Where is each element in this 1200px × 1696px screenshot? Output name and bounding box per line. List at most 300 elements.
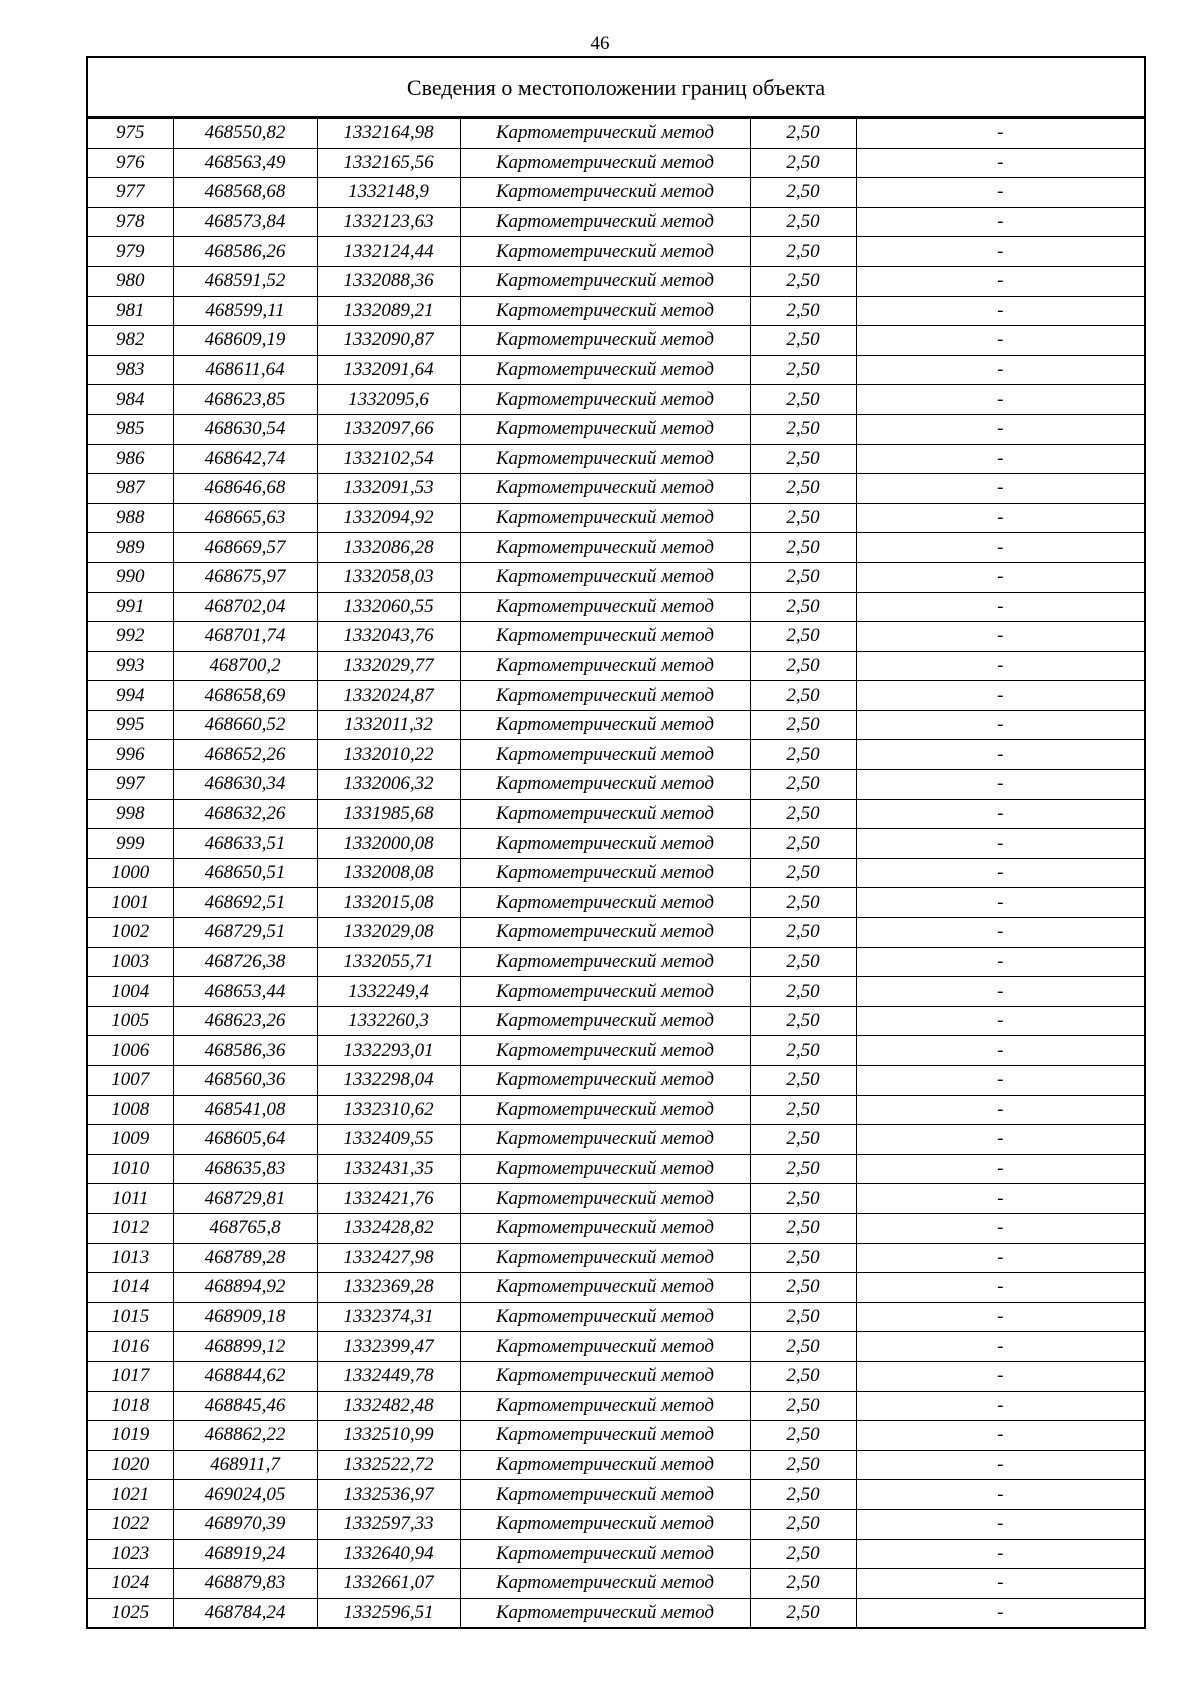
description-cell: -	[856, 1361, 1144, 1391]
x-coordinate-cell: 468611,64	[173, 355, 317, 385]
method-cell: Картометрический метод	[460, 414, 750, 444]
table-row	[88, 1450, 1144, 1480]
accuracy-cell: 2,50	[750, 592, 856, 622]
point-number-cell: 1002	[88, 918, 173, 948]
table-row	[88, 740, 1144, 770]
description-cell: -	[856, 888, 1144, 918]
point-number-cell: 987	[88, 474, 173, 504]
accuracy-cell: 2,50	[750, 1006, 856, 1036]
x-coordinate-cell: 468573,84	[173, 207, 317, 237]
accuracy-cell: 2,50	[750, 1302, 856, 1332]
point-number-cell: 1022	[88, 1509, 173, 1539]
description-cell: -	[856, 207, 1144, 237]
table-row	[88, 355, 1144, 385]
point-number-cell: 1008	[88, 1095, 173, 1125]
table-row	[88, 651, 1144, 681]
description-cell: -	[856, 592, 1144, 622]
accuracy-cell: 2,50	[750, 1273, 856, 1303]
x-coordinate-cell: 468633,51	[173, 829, 317, 859]
description-cell: -	[856, 918, 1144, 948]
table-row	[88, 918, 1144, 948]
description-cell: -	[856, 858, 1144, 888]
x-coordinate-cell: 468658,69	[173, 681, 317, 711]
description-cell: -	[856, 414, 1144, 444]
y-coordinate-cell: 1332164,98	[317, 119, 460, 149]
x-coordinate-cell: 468862,22	[173, 1421, 317, 1451]
method-cell: Картометрический метод	[460, 1332, 750, 1362]
accuracy-cell: 2,50	[750, 562, 856, 592]
accuracy-cell: 2,50	[750, 414, 856, 444]
point-number-cell: 1012	[88, 1213, 173, 1243]
x-coordinate-cell: 469024,05	[173, 1480, 317, 1510]
table-row	[88, 1480, 1144, 1510]
boundary-coordinates-table	[88, 118, 1144, 1627]
table-row	[88, 1243, 1144, 1273]
accuracy-cell: 2,50	[750, 266, 856, 296]
y-coordinate-cell: 1332015,08	[317, 888, 460, 918]
method-cell: Картометрический метод	[460, 947, 750, 977]
description-cell: -	[856, 1095, 1144, 1125]
x-coordinate-cell: 468605,64	[173, 1125, 317, 1155]
point-number-cell: 975	[88, 119, 173, 149]
method-cell: Картометрический метод	[460, 533, 750, 563]
y-coordinate-cell: 1332427,98	[317, 1243, 460, 1273]
method-cell: Картометрический метод	[460, 296, 750, 326]
table-row	[88, 1066, 1144, 1096]
point-number-cell: 996	[88, 740, 173, 770]
accuracy-cell: 2,50	[750, 829, 856, 859]
description-cell: -	[856, 622, 1144, 652]
x-coordinate-cell: 468591,52	[173, 266, 317, 296]
x-coordinate-cell: 468894,92	[173, 1273, 317, 1303]
x-coordinate-cell: 468669,57	[173, 533, 317, 563]
table-row	[88, 326, 1144, 356]
description-cell: -	[856, 651, 1144, 681]
method-cell: Картометрический метод	[460, 1273, 750, 1303]
table-row	[88, 474, 1144, 504]
accuracy-cell: 2,50	[750, 1480, 856, 1510]
accuracy-cell: 2,50	[750, 1421, 856, 1451]
x-coordinate-cell: 468623,85	[173, 385, 317, 415]
point-number-cell: 984	[88, 385, 173, 415]
point-number-cell: 976	[88, 148, 173, 178]
accuracy-cell: 2,50	[750, 710, 856, 740]
point-number-cell: 980	[88, 266, 173, 296]
description-cell: -	[856, 710, 1144, 740]
table-row	[88, 770, 1144, 800]
table-row	[88, 977, 1144, 1007]
accuracy-cell: 2,50	[750, 1361, 856, 1391]
accuracy-cell: 2,50	[750, 681, 856, 711]
description-cell: -	[856, 296, 1144, 326]
point-number-cell: 1005	[88, 1006, 173, 1036]
x-coordinate-cell: 468970,39	[173, 1509, 317, 1539]
accuracy-cell: 2,50	[750, 503, 856, 533]
y-coordinate-cell: 1332249,4	[317, 977, 460, 1007]
page-number: 46	[590, 33, 610, 54]
x-coordinate-cell: 468623,26	[173, 1006, 317, 1036]
accuracy-cell: 2,50	[750, 1036, 856, 1066]
method-cell: Картометрический метод	[460, 1569, 750, 1599]
description-cell: -	[856, 1154, 1144, 1184]
point-number-cell: 985	[88, 414, 173, 444]
y-coordinate-cell: 1332449,78	[317, 1361, 460, 1391]
method-cell: Картометрический метод	[460, 1066, 750, 1096]
point-number-cell: 998	[88, 799, 173, 829]
description-cell: -	[856, 1243, 1144, 1273]
accuracy-cell: 2,50	[750, 1125, 856, 1155]
method-cell: Картометрический метод	[460, 918, 750, 948]
description-cell: -	[856, 1273, 1144, 1303]
x-coordinate-cell: 468911,7	[173, 1450, 317, 1480]
method-cell: Картометрический метод	[460, 1598, 750, 1627]
x-coordinate-cell: 468563,49	[173, 148, 317, 178]
method-cell: Картометрический метод	[460, 770, 750, 800]
y-coordinate-cell: 1332536,97	[317, 1480, 460, 1510]
accuracy-cell: 2,50	[750, 651, 856, 681]
accuracy-cell: 2,50	[750, 622, 856, 652]
description-cell: -	[856, 1421, 1144, 1451]
x-coordinate-cell: 468789,28	[173, 1243, 317, 1273]
accuracy-cell: 2,50	[750, 1243, 856, 1273]
boundary-table-sheet	[86, 56, 1146, 1629]
y-coordinate-cell: 1332123,63	[317, 207, 460, 237]
y-coordinate-cell: 1332060,55	[317, 592, 460, 622]
method-cell: Картометрический метод	[460, 1539, 750, 1569]
description-cell: -	[856, 1509, 1144, 1539]
method-cell: Картометрический метод	[460, 1450, 750, 1480]
description-cell: -	[856, 1391, 1144, 1421]
description-cell: -	[856, 1006, 1144, 1036]
table-row	[88, 1213, 1144, 1243]
method-cell: Картометрический метод	[460, 148, 750, 178]
method-cell: Картометрический метод	[460, 1213, 750, 1243]
x-coordinate-cell: 468635,83	[173, 1154, 317, 1184]
table-row	[88, 1361, 1144, 1391]
description-cell: -	[856, 326, 1144, 356]
table-row	[88, 799, 1144, 829]
x-coordinate-cell: 468665,63	[173, 503, 317, 533]
table-row	[88, 1539, 1144, 1569]
table-row	[88, 503, 1144, 533]
x-coordinate-cell: 468784,24	[173, 1598, 317, 1627]
table-row	[88, 947, 1144, 977]
y-coordinate-cell: 1332165,56	[317, 148, 460, 178]
point-number-cell: 1013	[88, 1243, 173, 1273]
table-row	[88, 858, 1144, 888]
accuracy-cell: 2,50	[750, 207, 856, 237]
x-coordinate-cell: 468642,74	[173, 444, 317, 474]
method-cell: Картометрический метод	[460, 1036, 750, 1066]
accuracy-cell: 2,50	[750, 947, 856, 977]
table-row	[88, 681, 1144, 711]
y-coordinate-cell: 1332055,71	[317, 947, 460, 977]
point-number-cell: 979	[88, 237, 173, 267]
description-cell: -	[856, 266, 1144, 296]
point-number-cell: 990	[88, 562, 173, 592]
table-row	[88, 1036, 1144, 1066]
point-number-cell: 997	[88, 770, 173, 800]
point-number-cell: 1009	[88, 1125, 173, 1155]
description-cell: -	[856, 1036, 1144, 1066]
method-cell: Картометрический метод	[460, 385, 750, 415]
description-cell: -	[856, 1569, 1144, 1599]
method-cell: Картометрический метод	[460, 799, 750, 829]
accuracy-cell: 2,50	[750, 1509, 856, 1539]
x-coordinate-cell: 468919,24	[173, 1539, 317, 1569]
description-cell: -	[856, 1480, 1144, 1510]
y-coordinate-cell: 1332000,08	[317, 829, 460, 859]
accuracy-cell: 2,50	[750, 799, 856, 829]
x-coordinate-cell: 468844,62	[173, 1361, 317, 1391]
point-number-cell: 983	[88, 355, 173, 385]
method-cell: Картометрический метод	[460, 858, 750, 888]
table-row	[88, 1569, 1144, 1599]
point-number-cell: 988	[88, 503, 173, 533]
point-number-cell: 1003	[88, 947, 173, 977]
description-cell: -	[856, 1302, 1144, 1332]
method-cell: Картометрический метод	[460, 1125, 750, 1155]
x-coordinate-cell: 468675,97	[173, 562, 317, 592]
table-row	[88, 444, 1144, 474]
table-row	[88, 592, 1144, 622]
description-cell: -	[856, 1598, 1144, 1627]
point-number-cell: 977	[88, 178, 173, 208]
table-row	[88, 237, 1144, 267]
y-coordinate-cell: 1332024,87	[317, 681, 460, 711]
table-row	[88, 1332, 1144, 1362]
description-cell: -	[856, 1539, 1144, 1569]
method-cell: Картометрический метод	[460, 1480, 750, 1510]
table-row	[88, 1421, 1144, 1451]
method-cell: Картометрический метод	[460, 237, 750, 267]
description-cell: -	[856, 178, 1144, 208]
point-number-cell: 981	[88, 296, 173, 326]
accuracy-cell: 2,50	[750, 1332, 856, 1362]
y-coordinate-cell: 1332091,64	[317, 355, 460, 385]
point-number-cell: 994	[88, 681, 173, 711]
method-cell: Картометрический метод	[460, 829, 750, 859]
table-row	[88, 385, 1144, 415]
method-cell: Картометрический метод	[460, 888, 750, 918]
x-coordinate-cell: 468660,52	[173, 710, 317, 740]
y-coordinate-cell: 1332293,01	[317, 1036, 460, 1066]
y-coordinate-cell: 1332086,28	[317, 533, 460, 563]
table-row	[88, 533, 1144, 563]
y-coordinate-cell: 1332010,22	[317, 740, 460, 770]
method-cell: Картометрический метод	[460, 1243, 750, 1273]
table-row	[88, 1509, 1144, 1539]
table-row	[88, 622, 1144, 652]
point-number-cell: 1024	[88, 1569, 173, 1599]
accuracy-cell: 2,50	[750, 1569, 856, 1599]
x-coordinate-cell: 468652,26	[173, 740, 317, 770]
description-cell: -	[856, 119, 1144, 149]
method-cell: Картометрический метод	[460, 178, 750, 208]
point-number-cell: 1000	[88, 858, 173, 888]
method-cell: Картометрический метод	[460, 1361, 750, 1391]
table-row	[88, 1125, 1144, 1155]
x-coordinate-cell: 468632,26	[173, 799, 317, 829]
y-coordinate-cell: 1332006,32	[317, 770, 460, 800]
point-number-cell: 999	[88, 829, 173, 859]
description-cell: -	[856, 947, 1144, 977]
description-cell: -	[856, 740, 1144, 770]
table-row	[88, 888, 1144, 918]
y-coordinate-cell: 1332428,82	[317, 1213, 460, 1243]
point-number-cell: 1018	[88, 1391, 173, 1421]
method-cell: Картометрический метод	[460, 474, 750, 504]
method-cell: Картометрический метод	[460, 1095, 750, 1125]
description-cell: -	[856, 681, 1144, 711]
point-number-cell: 1021	[88, 1480, 173, 1510]
x-coordinate-cell: 468550,82	[173, 119, 317, 149]
table-row	[88, 562, 1144, 592]
method-cell: Картометрический метод	[460, 977, 750, 1007]
point-number-cell: 992	[88, 622, 173, 652]
table-row	[88, 1302, 1144, 1332]
accuracy-cell: 2,50	[750, 1539, 856, 1569]
point-number-cell: 1014	[88, 1273, 173, 1303]
accuracy-cell: 2,50	[750, 770, 856, 800]
accuracy-cell: 2,50	[750, 326, 856, 356]
y-coordinate-cell: 1332510,99	[317, 1421, 460, 1451]
y-coordinate-cell: 1332089,21	[317, 296, 460, 326]
accuracy-cell: 2,50	[750, 1598, 856, 1627]
method-cell: Картометрический метод	[460, 119, 750, 149]
y-coordinate-cell: 1332091,53	[317, 474, 460, 504]
table-row	[88, 1184, 1144, 1214]
x-coordinate-cell: 468726,38	[173, 947, 317, 977]
point-number-cell: 1025	[88, 1598, 173, 1627]
x-coordinate-cell: 468729,81	[173, 1184, 317, 1214]
x-coordinate-cell: 468702,04	[173, 592, 317, 622]
method-cell: Картометрический метод	[460, 444, 750, 474]
x-coordinate-cell: 468650,51	[173, 858, 317, 888]
x-coordinate-cell: 468701,74	[173, 622, 317, 652]
method-cell: Картометрический метод	[460, 710, 750, 740]
accuracy-cell: 2,50	[750, 385, 856, 415]
description-cell: -	[856, 770, 1144, 800]
description-cell: -	[856, 474, 1144, 504]
method-cell: Картометрический метод	[460, 1509, 750, 1539]
accuracy-cell: 2,50	[750, 178, 856, 208]
x-coordinate-cell: 468765,8	[173, 1213, 317, 1243]
accuracy-cell: 2,50	[750, 740, 856, 770]
table-row	[88, 1598, 1144, 1627]
y-coordinate-cell: 1332011,32	[317, 710, 460, 740]
point-number-cell: 1017	[88, 1361, 173, 1391]
x-coordinate-cell: 468692,51	[173, 888, 317, 918]
point-number-cell: 1006	[88, 1036, 173, 1066]
table-row	[88, 296, 1144, 326]
y-coordinate-cell: 1332640,94	[317, 1539, 460, 1569]
y-coordinate-cell: 1332369,28	[317, 1273, 460, 1303]
x-coordinate-cell: 468599,11	[173, 296, 317, 326]
table-row	[88, 1273, 1144, 1303]
method-cell: Картометрический метод	[460, 1391, 750, 1421]
accuracy-cell: 2,50	[750, 977, 856, 1007]
table-row	[88, 1095, 1144, 1125]
y-coordinate-cell: 1332148,9	[317, 178, 460, 208]
point-number-cell: 989	[88, 533, 173, 563]
description-cell: -	[856, 799, 1144, 829]
x-coordinate-cell: 468586,26	[173, 237, 317, 267]
x-coordinate-cell: 468609,19	[173, 326, 317, 356]
description-cell: -	[856, 444, 1144, 474]
y-coordinate-cell: 1332482,48	[317, 1391, 460, 1421]
y-coordinate-cell: 1332008,08	[317, 858, 460, 888]
x-coordinate-cell: 468845,46	[173, 1391, 317, 1421]
point-number-cell: 1023	[88, 1539, 173, 1569]
point-number-cell: 982	[88, 326, 173, 356]
y-coordinate-cell: 1332310,62	[317, 1095, 460, 1125]
y-coordinate-cell: 1332374,31	[317, 1302, 460, 1332]
description-cell: -	[856, 1066, 1144, 1096]
description-cell: -	[856, 503, 1144, 533]
table-row	[88, 1006, 1144, 1036]
point-number-cell: 991	[88, 592, 173, 622]
description-cell: -	[856, 385, 1144, 415]
accuracy-cell: 2,50	[750, 1066, 856, 1096]
x-coordinate-cell: 468630,34	[173, 770, 317, 800]
method-cell: Картометрический метод	[460, 326, 750, 356]
x-coordinate-cell: 468909,18	[173, 1302, 317, 1332]
accuracy-cell: 2,50	[750, 1450, 856, 1480]
y-coordinate-cell: 1332095,6	[317, 385, 460, 415]
method-cell: Картометрический метод	[460, 1006, 750, 1036]
point-number-cell: 1001	[88, 888, 173, 918]
y-coordinate-cell: 1332597,33	[317, 1509, 460, 1539]
description-cell: -	[856, 533, 1144, 563]
y-coordinate-cell: 1332431,35	[317, 1154, 460, 1184]
y-coordinate-cell: 1332298,04	[317, 1066, 460, 1096]
x-coordinate-cell: 468700,2	[173, 651, 317, 681]
x-coordinate-cell: 468560,36	[173, 1066, 317, 1096]
x-coordinate-cell: 468646,68	[173, 474, 317, 504]
table-row	[88, 414, 1144, 444]
point-number-cell: 1011	[88, 1184, 173, 1214]
point-number-cell: 995	[88, 710, 173, 740]
y-coordinate-cell: 1332522,72	[317, 1450, 460, 1480]
y-coordinate-cell: 1332029,08	[317, 918, 460, 948]
accuracy-cell: 2,50	[750, 444, 856, 474]
y-coordinate-cell: 1332409,55	[317, 1125, 460, 1155]
y-coordinate-cell: 1332260,3	[317, 1006, 460, 1036]
point-number-cell: 993	[88, 651, 173, 681]
point-number-cell: 1010	[88, 1154, 173, 1184]
point-number-cell: 978	[88, 207, 173, 237]
x-coordinate-cell: 468653,44	[173, 977, 317, 1007]
method-cell: Картометрический метод	[460, 1421, 750, 1451]
accuracy-cell: 2,50	[750, 474, 856, 504]
method-cell: Картометрический метод	[460, 207, 750, 237]
description-cell: -	[856, 1332, 1144, 1362]
method-cell: Картометрический метод	[460, 355, 750, 385]
accuracy-cell: 2,50	[750, 237, 856, 267]
y-coordinate-cell: 1332043,76	[317, 622, 460, 652]
x-coordinate-cell: 468899,12	[173, 1332, 317, 1362]
table-row	[88, 1391, 1144, 1421]
method-cell: Картометрический метод	[460, 622, 750, 652]
method-cell: Картометрический метод	[460, 592, 750, 622]
accuracy-cell: 2,50	[750, 918, 856, 948]
description-cell: -	[856, 237, 1144, 267]
y-coordinate-cell: 1331985,68	[317, 799, 460, 829]
y-coordinate-cell: 1332596,51	[317, 1598, 460, 1627]
y-coordinate-cell: 1332102,54	[317, 444, 460, 474]
x-coordinate-cell: 468729,51	[173, 918, 317, 948]
